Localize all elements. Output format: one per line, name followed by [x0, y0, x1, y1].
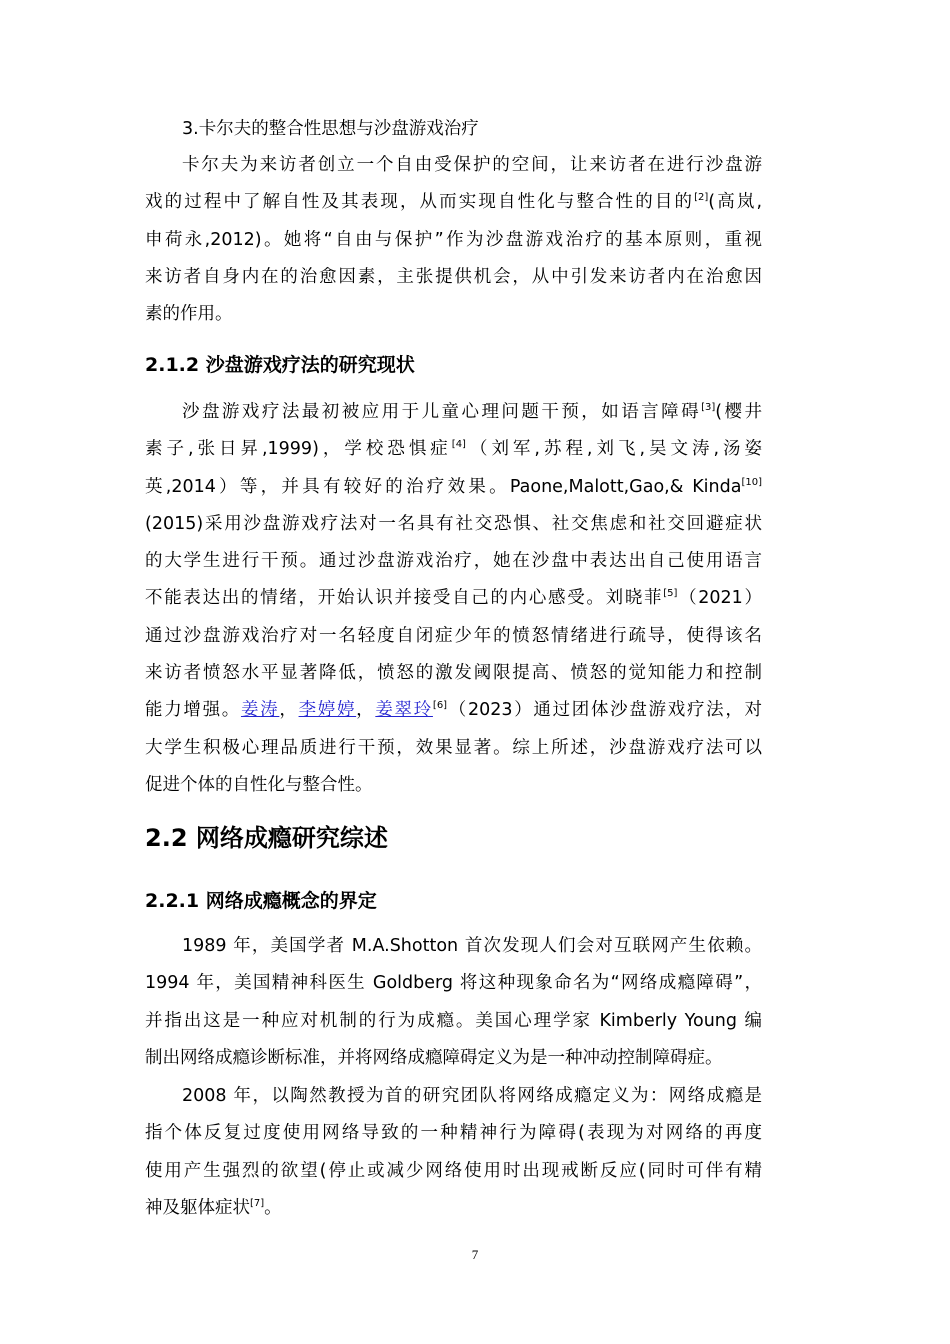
text-line [145, 1190, 762, 1227]
text-span: 2008 年，以陶然教授为首的研究团队将网络成瘾定义为：网络成瘾是 [182, 1086, 762, 1106]
text-span: 大学生积极心理品质进行干预，效果显著。综上所述，沙盘游戏疗法可以 [145, 737, 762, 758]
text-line [145, 767, 762, 804]
text-span: 不能表达出的情绪，开始认识并接受自己的内心感受。刘晓菲 [145, 588, 664, 609]
heading-2-2-1: 2.2.1 网络成瘾概念的界定 [145, 890, 377, 912]
text-span: 来访者自身内在的治愈因素，主张提供机会，从中引发来访者内在治愈因 [145, 266, 762, 287]
text-span: ， [356, 700, 376, 721]
text-line [145, 1153, 762, 1190]
text-span: 能力增强。 [145, 700, 241, 721]
text-line [145, 506, 762, 543]
text-span: 制出网络成瘾诊断标准，并将网络成瘾障碍定义为是一种冲动控制障碍症。 [145, 1047, 723, 1068]
text-span: （2021） [677, 588, 762, 609]
citation-superscript: [7] [250, 1197, 265, 1209]
text-span: 的大学生进行干预。通过沙盘游戏治疗，她在沙盘中表达出自己使用语言 [145, 551, 762, 572]
text-line [145, 111, 762, 148]
text-span: 戏的过程中了解自性及其表现，从而实现自性化与整合性的目的 [145, 192, 695, 213]
text-span: (2015)采用沙盘游戏疗法对一名具有社交恐惧、社交焦虑和社交回避症状 [145, 513, 762, 534]
text-span: 卡尔夫为来访者创立一个自由受保护的空间，让来访者在进行沙盘游 [182, 155, 762, 175]
text-line [145, 147, 762, 184]
text-span: 英,2014）等，并具有较好的治疗效果。Paone,Malott,Gao,& Kinda [145, 476, 742, 497]
text-span: 1994 年，美国精神科医生 Goldberg 将这种现象命名为“网络成瘾障碍”， [145, 973, 762, 994]
text-line [145, 1040, 762, 1077]
text-span: 1989 年，美国学者 M.A.Shotton 首次发现人们会对互联网产生依赖。 [182, 936, 762, 956]
text-span: 素的作用。 [145, 304, 233, 325]
text-line [145, 543, 762, 580]
section-intro [145, 111, 762, 148]
text-line [145, 296, 762, 333]
text-span: 并指出这是一种应对机制的行为成瘾。美国心理学家 Kimberly Young 编 [145, 1010, 762, 1031]
paragraph-internet-addiction-history [145, 928, 762, 1077]
citation-superscript: [6] [432, 700, 448, 712]
text-line [145, 692, 762, 729]
text-span: （刘军,苏程,刘飞,吴文涛,汤姿 [465, 439, 762, 460]
text-span: （2023）通过团体沙盘游戏疗法，对 [447, 700, 763, 721]
citation-superscript: [4] [451, 439, 466, 451]
text-span: 。 [264, 1197, 282, 1218]
text-span: 促进个体的自性化与整合性。 [145, 774, 373, 795]
text-span: (高岚, [708, 192, 763, 213]
author-link[interactable]: 李婷婷 [298, 700, 357, 721]
paragraph-kalff [145, 147, 762, 333]
text-line [145, 1078, 762, 1115]
heading-2-2: 2.2 网络成瘾研究综述 [145, 824, 388, 852]
citation-superscript: [3] [701, 402, 716, 413]
citation-superscript: [10] [741, 476, 762, 488]
text-line [145, 1115, 762, 1152]
text-span: 沙盘游戏疗法最初被应用于儿童心理问题干预，如语言障碍 [182, 402, 702, 422]
text-line [145, 394, 762, 431]
text-line [145, 469, 762, 506]
text-line [145, 965, 762, 1002]
text-span: 神及躯体症状 [145, 1197, 250, 1218]
text-line [145, 431, 762, 468]
text-span: ， [279, 700, 299, 721]
text-span: 使用产生强烈的欲望(停止或减少网络使用时出现戒断反应(同时可伴有精 [145, 1160, 762, 1181]
text-line [145, 184, 762, 221]
text-line [145, 730, 762, 767]
text-span: 通过沙盘游戏治疗对一名轻度自闭症少年的愤怒情绪进行疏导，使得该名 [145, 625, 762, 646]
text-line [145, 222, 762, 259]
text-span: 3.卡尔夫的整合性思想与沙盘游戏治疗 [182, 119, 479, 139]
text-span: 素子,张日昇,1999)，学校恐惧症 [145, 439, 452, 460]
text-span: 指个体反复过度使用网络导致的一种精神行为障碍(表现为对网络的再度 [145, 1123, 762, 1144]
text-line [145, 259, 762, 296]
author-link[interactable]: 姜涛 [240, 700, 280, 721]
paragraph-research-status [145, 394, 762, 804]
text-line [145, 1003, 762, 1040]
text-span: 来访者愤怒水平显著降低，愤怒的激发阈限提高、愤怒的觉知能力和控制 [145, 663, 762, 684]
text-line [145, 618, 762, 655]
page-number: 7 [471, 1247, 479, 1262]
citation-superscript: [2] [694, 192, 709, 204]
text-line [145, 655, 762, 692]
heading-2-1-2: 2.1.2 沙盘游戏疗法的研究现状 [145, 354, 415, 376]
text-span: (樱井 [715, 402, 763, 422]
author-link[interactable]: 姜翠玲 [375, 700, 433, 721]
text-line [145, 580, 762, 617]
citation-superscript: [5] [663, 588, 678, 600]
text-span: 申荷永,2012)。她将“自由与保护”作为沙盘游戏治疗的基本原则，重视 [145, 229, 762, 250]
text-line [145, 928, 762, 965]
paragraph-internet-addiction-definition [145, 1078, 762, 1227]
